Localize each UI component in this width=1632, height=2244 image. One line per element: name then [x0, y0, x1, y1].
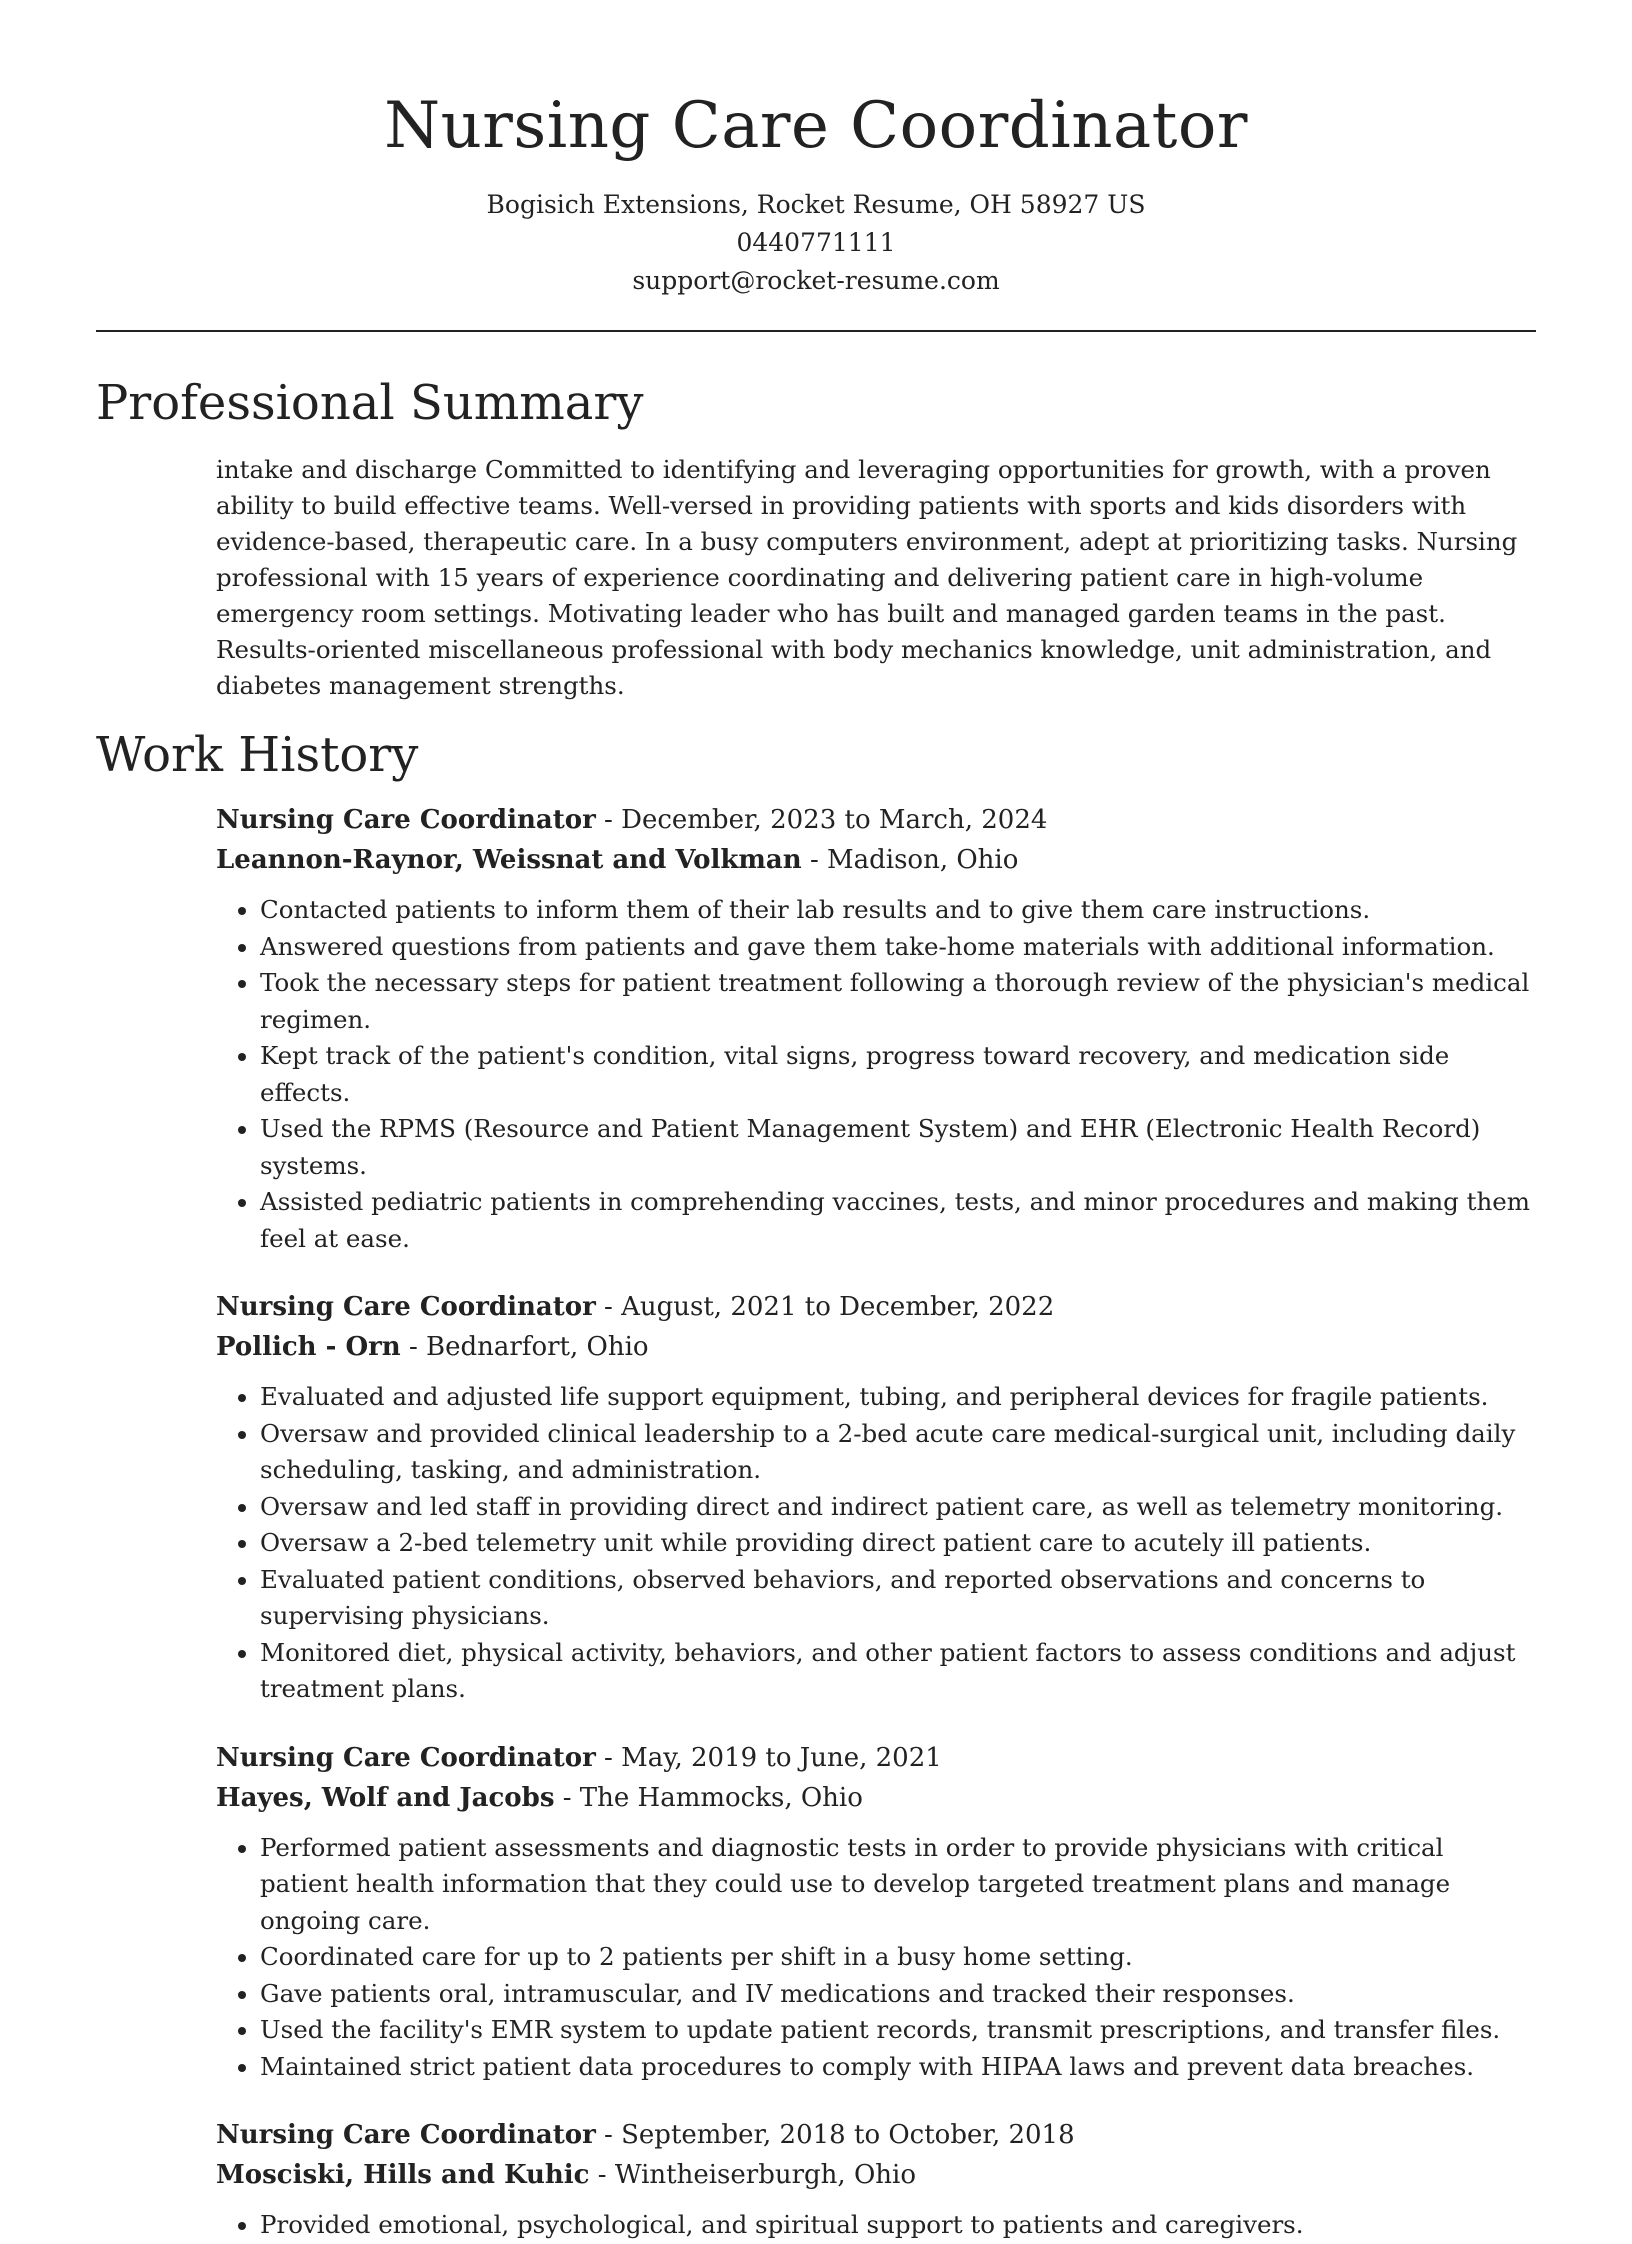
- candidate-name: Nursing Care Coordinator: [384, 89, 1248, 163]
- job-bullet: • Performed patient assessments and diagnostic tests in order to provide physicians with critical patient health information that they could use to develop targeted treatment plans and manage ongoing care.: [260, 1830, 1536, 1940]
- job-bullet: • Evaluated and adjusted life support equipment, tubing, and peripheral devices for fragile patients.: [260, 1379, 1536, 1416]
- email-address: support@rocket-resume.com: [632, 266, 1000, 295]
- job-dates: - December, 2023 to March, 2024: [595, 805, 1048, 835]
- job-bullet: • Monitored diet, physical activity, behaviors, and other patient factors to assess conditions and adjust treatment plans.: [260, 1635, 1536, 1708]
- job-bullet: • Kept track of the patient's condition, vital signs, progress toward recovery, and medication side effects.: [260, 1038, 1536, 1111]
- job-bullet: • Gave patients oral, intramuscular, and IV medications and tracked their responses.: [260, 1976, 1536, 2013]
- job-title-line: [216, 1738, 1536, 1778]
- job-company: Leannon-Raynor, Weissnat and Volkman: [216, 845, 802, 875]
- job-location: - Wintheiserburgh, Ohio: [589, 2160, 916, 2190]
- job-bullet: • Took the necessary steps for patient treatment following a thorough review of the physician's medical regimen.: [260, 965, 1536, 1038]
- header-divider: [96, 330, 1536, 332]
- job-location: - Madison, Ohio: [801, 845, 1019, 875]
- job-role: Nursing Care Coordinator: [216, 1742, 596, 1773]
- job-title-line: [216, 1287, 1536, 1327]
- job-company-line: [216, 1778, 1536, 1818]
- job-bullets: [216, 892, 1536, 1257]
- job-dates: - May, 2019 to June, 2021: [595, 1742, 942, 1773]
- job-company: Pollich - Orn: [216, 1332, 401, 1362]
- job-bullet: • Coordinated care for up to 2 patients per shift in a busy home setting.: [260, 1939, 1536, 1976]
- phone-number: 0440771111: [736, 228, 896, 257]
- job-location: - The Hammocks, Ohio: [554, 1782, 863, 1813]
- job-bullet: • Assisted pediatric patients in comprehending vaccines, tests, and minor procedures and making them feel at ease.: [260, 1184, 1536, 1257]
- job-bullets: [216, 1830, 1536, 2086]
- resume-header: [96, 0, 1536, 300]
- address: Bogisich Extensions, Rocket Resume, OH 58927 US: [486, 190, 1146, 219]
- job-company: Hayes, Wolf and Jacobs: [216, 1782, 555, 1813]
- job-title-line: [216, 800, 1536, 840]
- job-bullet: • Contacted patients to inform them of their lab results and to give them care instructions.: [260, 892, 1536, 929]
- job-bullet: • Provided emotional, psychological, and spiritual support to patients and caregivers.: [260, 2207, 1536, 2244]
- job-bullet: • Oversaw and provided clinical leadership to a 2-bed acute care medical-surgical unit, including daily scheduling, tasking, and administration.: [260, 1416, 1536, 1489]
- job-bullet: • Used the facility's EMR system to update patient records, transmit prescriptions, and transfer files.: [260, 2012, 1536, 2049]
- job-company-line: [216, 840, 1536, 880]
- job-company-line: [216, 2155, 1536, 2195]
- job-bullet: • Oversaw a 2-bed telemetry unit while providing direct patient care to acutely ill patients.: [260, 1525, 1536, 1562]
- job-bullet: • Evaluated patient conditions, observed behaviors, and reported observations and concerns to supervising physicians.: [260, 1562, 1536, 1635]
- job-bullet: • Answered questions from patients and gave them take-home materials with additional information.: [260, 929, 1536, 966]
- summary-text: intake and discharge Committed to identifying and leveraging opportunities for growth, with a proven ability to build effective teams. Well-versed in providing patients with sports and kids disorders with evidence-based, therapeutic care. In a busy computers environment, adept at prioritizing tasks. Nursing professional with 15 years of experience coordinating and delivering patient care in high-volume emergency room settings. Motivating leader who has built and managed garden teams in the past. Results-oriented miscellaneous professional with body mechanics knowledge, unit administration, and diabetes management strengths.: [216, 455, 1518, 700]
- job-role: Nursing Care Coordinator: [216, 2120, 596, 2150]
- job-bullet: • Oversaw and led staff in providing direct and indirect patient care, as well as telemetry monitoring.: [260, 1489, 1536, 1526]
- job-list: [216, 800, 1536, 2244]
- job-bullets: [216, 2207, 1536, 2244]
- job-bullets: [216, 1379, 1536, 1708]
- job-company: Mosciski, Hills and Kuhic: [216, 2160, 590, 2190]
- job-title-line: [216, 2115, 1536, 2155]
- job-dates: - August, 2021 to December, 2022: [595, 1292, 1055, 1322]
- job-company-line: [216, 1327, 1536, 1367]
- job-entry: [216, 1287, 1536, 1708]
- job-entry: [216, 800, 1536, 1257]
- resume-page: [96, 0, 1536, 2244]
- job-dates: - September, 2018 to October, 2018: [595, 2120, 1075, 2150]
- job-bullet: • Maintained strict patient data procedures to comply with HIPAA laws and prevent data breaches.: [260, 2049, 1536, 2086]
- job-entry: [216, 1738, 1536, 2086]
- job-entry: [216, 2115, 1536, 2244]
- summary-heading: Professional Summary: [96, 375, 644, 431]
- job-role: Nursing Care Coordinator: [216, 805, 596, 835]
- job-bullet: • Used the RPMS (Resource and Patient Management System) and EHR (Electronic Health Record) systems.: [260, 1111, 1536, 1184]
- job-location: - Bednarfort, Ohio: [400, 1332, 649, 1362]
- job-role: Nursing Care Coordinator: [216, 1292, 596, 1322]
- work-history-heading: Work History: [96, 727, 419, 783]
- contact-block: [96, 186, 1536, 300]
